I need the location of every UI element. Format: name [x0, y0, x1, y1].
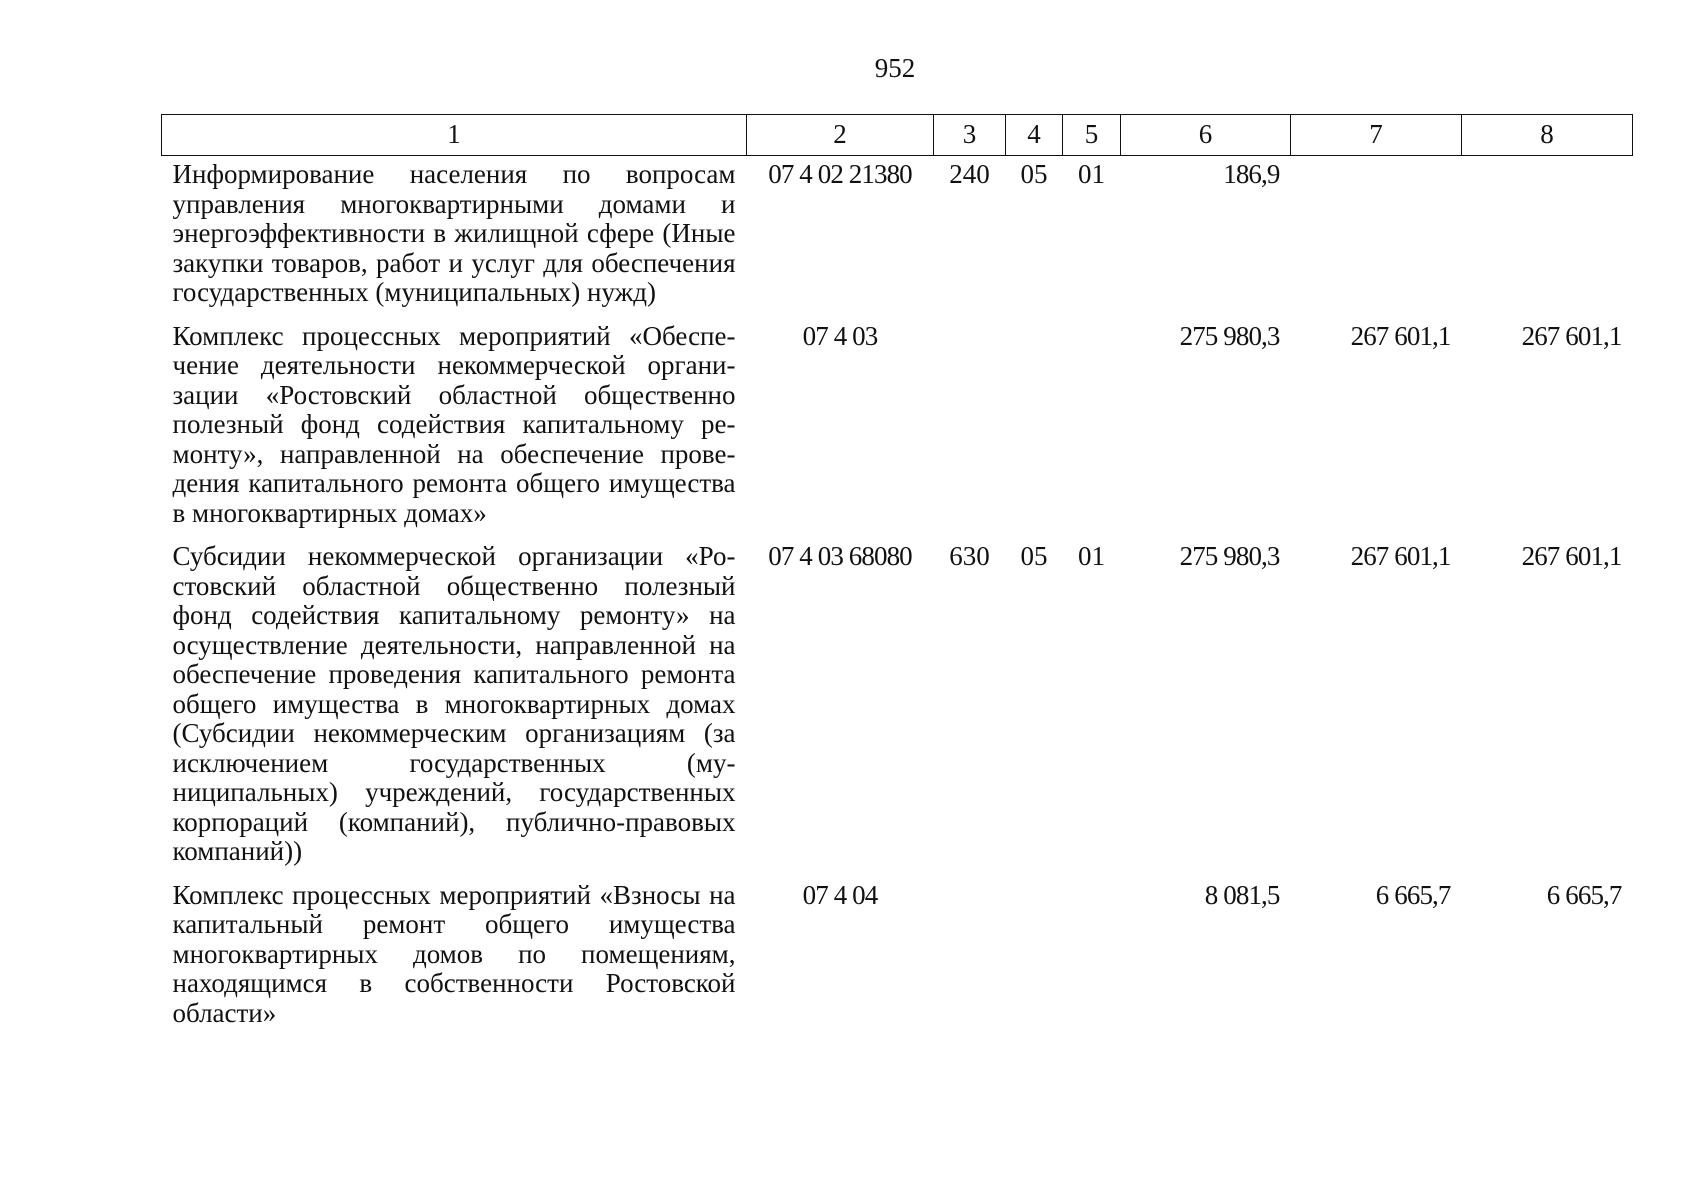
column-header-2: 2: [747, 115, 934, 156]
expense-type-code: [934, 877, 1006, 1039]
amount-column-7: 6 665,7: [1375, 879, 1451, 910]
section-code: [1006, 318, 1063, 539]
section-code: [1006, 877, 1063, 1039]
table-body: [162, 156, 1633, 1039]
amount-column-6: 8 081,5: [1204, 879, 1280, 910]
subsection-code: 01: [1078, 159, 1105, 189]
table-row: [162, 318, 1633, 539]
column-header-1: 1: [162, 115, 747, 156]
row-description: Информирование населения по вопросам управления многоквартирными домами и энергоэффективности в жилищной сфере (Иные закупки товаров, работ и услуг для обеспечения государственных (муниципальных) нужд): [172, 159, 736, 307]
amount-column-7: 267 601,1: [1350, 541, 1451, 571]
table-row: [162, 538, 1633, 877]
column-header-4: 4: [1006, 115, 1063, 156]
expense-type-code: 240: [949, 159, 990, 189]
target-article-code: 07 4 04: [802, 879, 878, 910]
table-row: [162, 877, 1633, 1039]
target-article-code: 07 4 03 68080: [768, 541, 912, 571]
amount-column-7: [1291, 156, 1462, 318]
column-header-8: 8: [1462, 115, 1633, 156]
table-header: [162, 115, 1633, 156]
section-code: 05: [1020, 159, 1048, 189]
expense-type-code: 630: [949, 541, 990, 571]
subsection-code: 01: [1078, 541, 1105, 571]
amount-column-6: 186,9: [1223, 159, 1280, 189]
amount-column-8: 6 665,7: [1546, 879, 1622, 910]
header-row: [162, 115, 1633, 156]
amount-column-8: 267 601,1: [1521, 541, 1622, 571]
table-row: [162, 156, 1633, 318]
column-header-3: 3: [934, 115, 1006, 156]
subsection-code: [1063, 877, 1121, 1039]
budget-table: [161, 114, 1633, 1038]
amount-column-8: 267 601,1: [1521, 320, 1622, 351]
page-number: 952: [874, 53, 916, 83]
column-header-7: 7: [1291, 115, 1462, 156]
column-header-6: 6: [1121, 115, 1291, 156]
row-description: Комплекс процессных мероприятий «Обеспечение деятельности некоммерческой организации «Ростовский областной общественно полезный фонд содействия капитальному ремонту», направленной на обеспечение проведения капитального ремонта общего имущества в многоквартирных домах»: [172, 320, 736, 528]
amount-column-6: 275 980,3: [1179, 320, 1280, 351]
target-article-code: 07 4 02 21380: [768, 159, 912, 189]
target-article-code: 07 4 03: [802, 320, 878, 351]
column-header-5: 5: [1063, 115, 1121, 156]
amount-column-6: 275 980,3: [1179, 541, 1280, 571]
section-code: 05: [1020, 541, 1048, 571]
row-description: Комплекс процессных мероприятий «Взносы на капитальный ремонт общего имущества многоквартирных домов по помещениям, находящимся в собственности Ростовской области»: [172, 879, 736, 1028]
subsection-code: [1063, 318, 1121, 539]
amount-column-7: 267 601,1: [1350, 320, 1451, 351]
expense-type-code: [934, 318, 1006, 539]
amount-column-8: [1462, 156, 1633, 318]
row-description: Субсидии некоммерческой организации «Ростовский областной общественно полезный фонд содействия капитальному ремонту» на осуществление деятельности, направленной на обеспечение проведения капитального ремонта общего имущества в многоквартирных домах (Субсидии некоммерческим организациям (за исключением государственных (муниципальных) учреждений, государственных корпораций (компаний), публично-правовых компаний)): [172, 541, 736, 866]
